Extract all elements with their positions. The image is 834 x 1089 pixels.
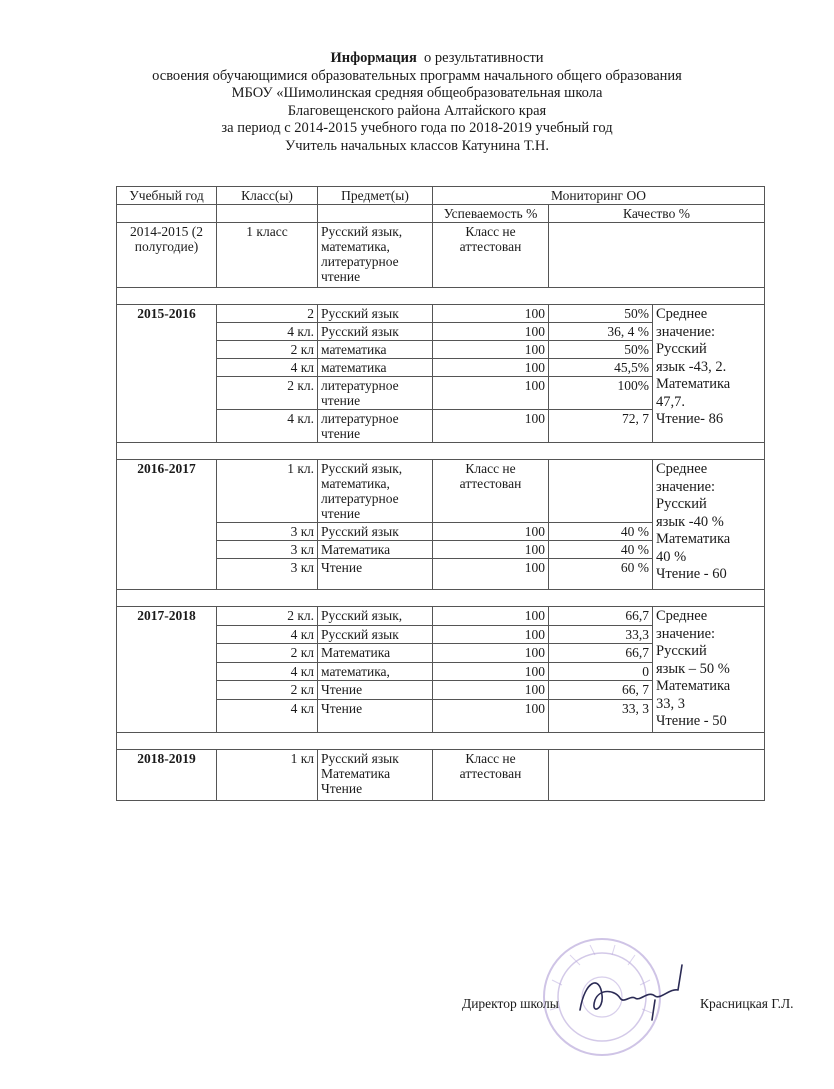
director-name: Красницкая Г.Л. — [700, 996, 794, 1011]
year-cell: 2015-2016 — [117, 305, 217, 443]
year-cell: 2014-2015 (2 полугодие) — [117, 223, 217, 288]
subject-cell: Русский язык, математика, литературное чтение — [318, 223, 433, 288]
year-cell: 2016-2017 — [117, 460, 217, 590]
subject-cell: математика — [318, 341, 433, 359]
quality-cell: 60 % — [549, 559, 653, 590]
subject-cell: Русский язык — [318, 625, 433, 644]
col-class-header: Класс(ы) — [217, 187, 318, 205]
table-row — [117, 305, 765, 323]
class-cell: 4 кл — [217, 625, 318, 644]
progress-cell: 100 — [433, 559, 549, 590]
subject-cell: Русский язык, — [318, 607, 433, 626]
quality-cell: 66,7 — [549, 607, 653, 626]
subject-cell: Русский язык, математика, литературное чтение — [318, 460, 433, 523]
progress-cell: 100 — [433, 607, 549, 626]
class-cell: 2 — [217, 305, 318, 323]
table-row — [117, 607, 765, 626]
subject-cell: литературное чтение — [318, 377, 433, 410]
class-cell: 3 кл — [217, 541, 318, 559]
quality-cell: 36, 4 % — [549, 323, 653, 341]
quality-cell — [549, 460, 653, 523]
class-cell: 3 кл — [217, 559, 318, 590]
progress-cell: 100 — [433, 359, 549, 377]
class-cell: 2 кл — [217, 644, 318, 663]
progress-cell: 100 — [433, 323, 549, 341]
col-year-header: Учебный год — [117, 187, 217, 205]
quality-cell: 72, 7 — [549, 410, 653, 443]
progress-cell: 100 — [433, 699, 549, 732]
subject-cell: Чтение — [318, 699, 433, 732]
subject-cell: Математика — [318, 541, 433, 559]
table-subheader-row — [117, 205, 765, 223]
class-cell: 2 кл — [217, 341, 318, 359]
class-cell: 4 кл. — [217, 323, 318, 341]
quality-cell — [549, 223, 765, 288]
class-cell: 2 кл — [217, 681, 318, 700]
quality-cell: 40 % — [549, 541, 653, 559]
document-header — [0, 50, 834, 155]
subject-cell: Русский язык Математика Чтение — [318, 749, 433, 800]
separator-row — [117, 732, 765, 749]
progress-cell: Класс не аттестован — [433, 749, 549, 800]
quality-cell: 66, 7 — [549, 681, 653, 700]
progress-cell: 100 — [433, 541, 549, 559]
quality-cell: 33, 3 — [549, 699, 653, 732]
subject-cell: Русский язык — [318, 323, 433, 341]
class-cell: 1 кл. — [217, 460, 318, 523]
header-line-teacher: Учитель начальных классов Катунина Т.Н. — [285, 137, 549, 154]
year-cell: 2018-2019 — [117, 749, 217, 800]
class-cell: 1 класс — [217, 223, 318, 288]
class-cell: 2 кл. — [217, 377, 318, 410]
progress-cell: 100 — [433, 681, 549, 700]
header-line-school: МБОУ «Шимолинская средняя общеобразовательная школа — [231, 85, 603, 101]
average-cell: Среднее значение: Русский язык -40 % Математика 40 % Чтение - 60 — [653, 460, 765, 590]
quality-cell: 45,5% — [549, 359, 653, 377]
subject-cell: Чтение — [318, 559, 433, 590]
quality-cell — [549, 749, 765, 800]
subject-cell: Русский язык — [318, 523, 433, 541]
results-table — [116, 186, 765, 801]
progress-cell: Класс не аттестован — [433, 223, 549, 288]
progress-cell: 100 — [433, 662, 549, 681]
subject-cell: литературное чтение — [318, 410, 433, 443]
table-header-row — [117, 187, 765, 205]
quality-cell: 50% — [549, 305, 653, 323]
header-line-period: за период с 2014-2015 учебного года по 2018-2019 учебный год — [221, 120, 613, 136]
quality-cell: 33,3 — [549, 625, 653, 644]
class-cell: 4 кл. — [217, 410, 318, 443]
year-cell: 2017-2018 — [117, 607, 217, 733]
progress-cell: Класс не аттестован — [433, 460, 549, 523]
progress-cell: 100 — [433, 523, 549, 541]
table-row — [117, 749, 765, 800]
quality-cell: 50% — [549, 341, 653, 359]
progress-cell: 100 — [433, 377, 549, 410]
class-cell: 4 кл — [217, 359, 318, 377]
table-row — [117, 460, 765, 523]
header-line-programs: освоения обучающимися образовательных программ начального общего образования — [152, 67, 682, 84]
col-subject-header: Предмет(ы) — [318, 187, 433, 205]
progress-cell: 100 — [433, 644, 549, 663]
table-row — [117, 223, 765, 288]
quality-cell: 100% — [549, 377, 653, 410]
class-cell: 4 кл — [217, 662, 318, 681]
subject-cell: математика, — [318, 662, 433, 681]
separator-row — [117, 590, 765, 607]
director-signature — [560, 960, 710, 1030]
progress-cell: 100 — [433, 341, 549, 359]
class-cell: 1 кл — [217, 749, 318, 800]
quality-cell: 66,7 — [549, 644, 653, 663]
col-quality-header: Качество % — [549, 205, 765, 223]
subject-cell: Чтение — [318, 681, 433, 700]
progress-cell: 100 — [433, 410, 549, 443]
progress-cell: 100 — [433, 305, 549, 323]
document-title: Информация о результативности — [330, 50, 544, 66]
subject-cell: Русский язык — [318, 305, 433, 323]
class-cell: 3 кл — [217, 523, 318, 541]
separator-row — [117, 443, 765, 460]
quality-cell: 40 % — [549, 523, 653, 541]
quality-cell: 0 — [549, 662, 653, 681]
average-cell: Среднее значение: Русский язык – 50 % Математика 33, 3 Чтение - 50 — [653, 607, 765, 733]
class-cell: 2 кл. — [217, 607, 318, 626]
header-line-region: Благовещенского района Алтайского края — [287, 102, 547, 119]
average-cell: Среднее значение: Русский язык -43, 2. Математика 47,7. Чтение- 86 — [653, 305, 765, 443]
director-label: Директор школы — [462, 996, 559, 1011]
separator-row — [117, 288, 765, 305]
col-monitoring-header: Мониторинг ОО — [433, 187, 765, 205]
subject-cell: математика — [318, 359, 433, 377]
progress-cell: 100 — [433, 625, 549, 644]
subject-cell: Математика — [318, 644, 433, 663]
class-cell: 4 кл — [217, 699, 318, 732]
col-progress-header: Успеваемость % — [433, 205, 549, 223]
